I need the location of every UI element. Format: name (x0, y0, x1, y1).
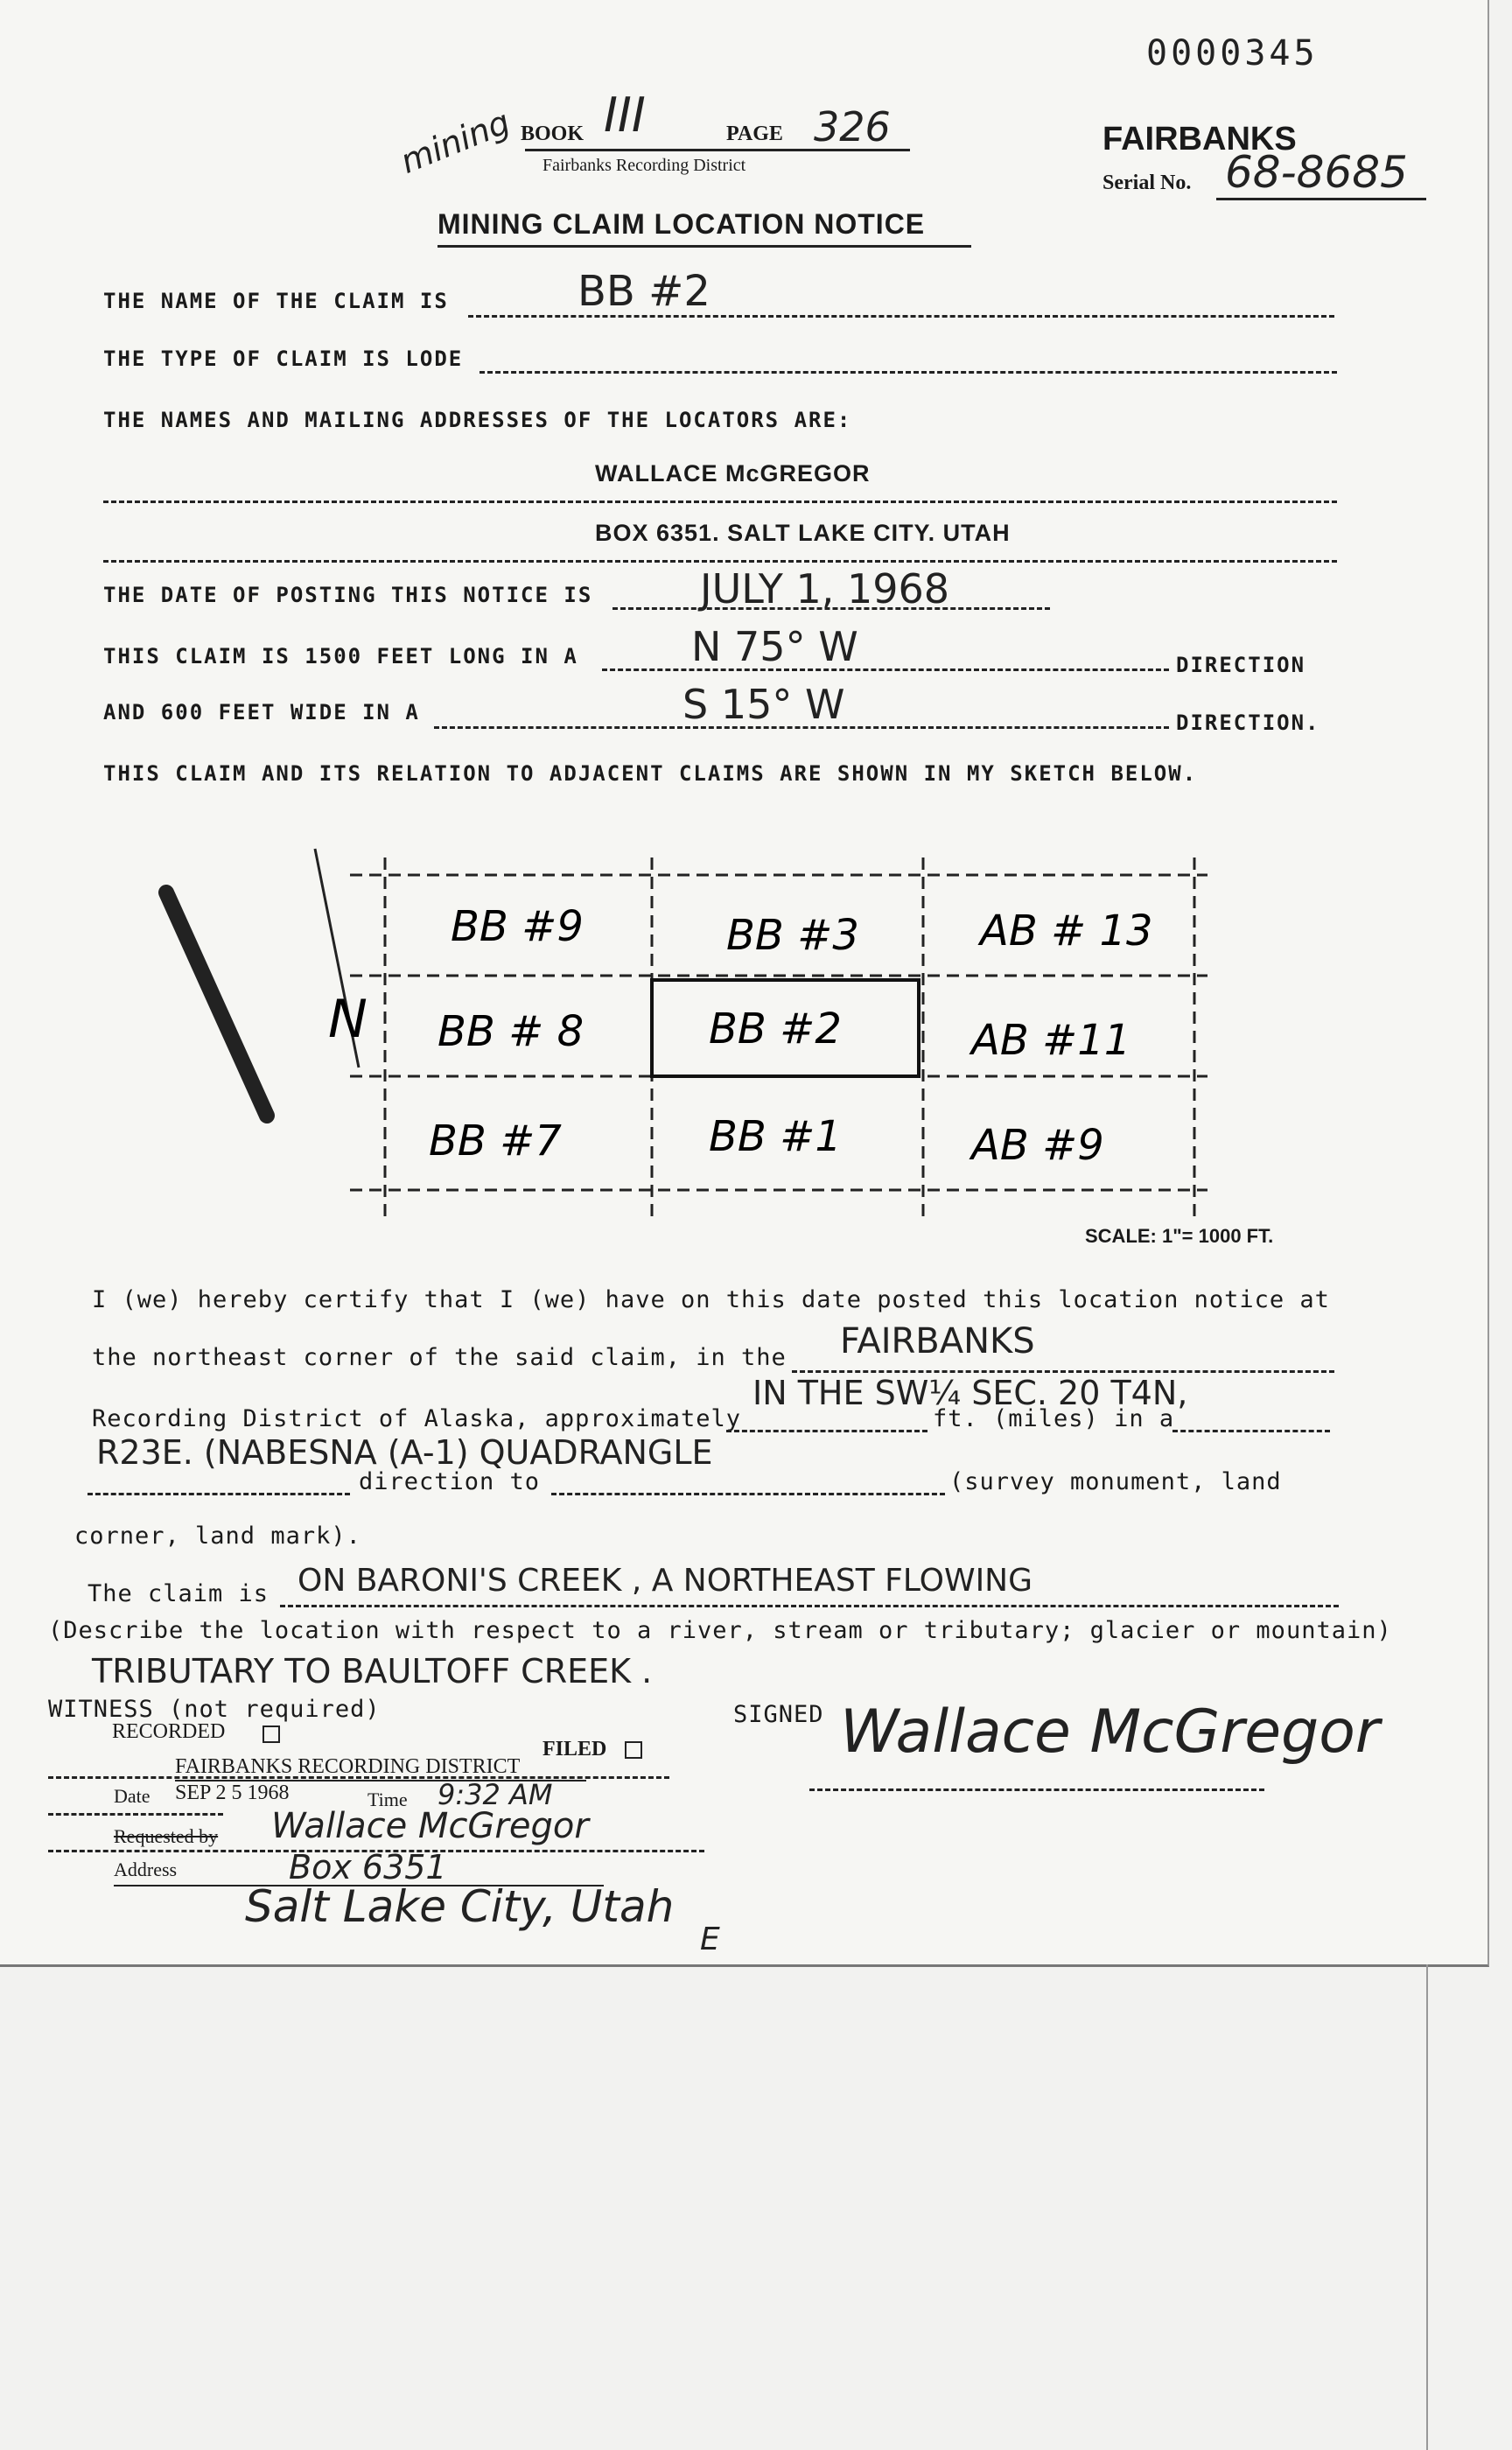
north-label: N (328, 989, 368, 1050)
book-value: III (604, 88, 646, 143)
requested-label: Requested by (114, 1825, 219, 1847)
serial-underline (1216, 198, 1426, 200)
claim-ab13: AB # 13 (980, 906, 1153, 956)
page-value: 326 (814, 103, 891, 150)
locator-name: WALLACE McGREGOR (595, 460, 871, 486)
sketch-scale: SCALE: 1"= 1000 FT. (1085, 1225, 1274, 1247)
certify-line-3b: ft. (miles) in a (933, 1405, 1175, 1432)
locator-address: BOX 6351. SALT LAKE CITY. UTAH (595, 520, 1011, 546)
width-value: S 15° W (682, 681, 845, 728)
page-title: MINING CLAIM LOCATION NOTICE (438, 208, 926, 240)
book-label: BOOK (521, 122, 584, 145)
recorded-label: RECORDED (112, 1720, 226, 1743)
claim-is-value: ON BARONI'S CREEK , A NORTHEAST FLOWING (298, 1563, 1033, 1599)
date-value: SEP 2 5 1968 (175, 1782, 290, 1804)
date-label: Date (114, 1785, 150, 1807)
locators-label: THE NAMES AND MAILING ADDRESSES OF THE LOCATORS ARE: (103, 408, 852, 432)
direction-blank-line (1172, 1430, 1330, 1432)
date-line (48, 1813, 223, 1816)
locator-name-line (103, 500, 1337, 503)
serial-label: Serial No. (1102, 172, 1192, 194)
claim-is-line (280, 1605, 1339, 1607)
recording-district: FAIRBANKS RECORDING DISTRICT (175, 1755, 521, 1778)
signature: Wallace McGregor (840, 1698, 1380, 1767)
tributary-value: TRIBUTARY TO BAULTOFF CREEK . (92, 1652, 653, 1690)
describe-instruction: (Describe the location with respect to a river, stream or tributary; glacier or mountain) (48, 1617, 1392, 1644)
handwritten-initial: E (700, 1922, 720, 1957)
district-value: FAIRBANKS (840, 1321, 1035, 1362)
certify-line-5: corner, land mark). (74, 1522, 361, 1550)
posting-date-label: THE DATE OF POSTING THIS NOTICE IS (103, 583, 593, 607)
signature-line (809, 1788, 1264, 1791)
direction-label-2: DIRECTION. (1176, 710, 1320, 735)
time-label: Time (368, 1788, 408, 1810)
address-value-1: Box 6351 (289, 1848, 447, 1886)
landmark-line (551, 1493, 945, 1495)
claim-ab9: AB #9 (971, 1121, 1104, 1170)
claim-name-value: BB #2 (578, 267, 710, 316)
certify-line-4b: (survey monument, land (949, 1468, 1282, 1495)
length-value: N 75° W (691, 623, 858, 670)
north-arrow-shaft (166, 892, 267, 1116)
page-label: PAGE (726, 122, 783, 145)
address-label: Address (114, 1858, 178, 1880)
certify-line-4a: direction to (359, 1468, 541, 1495)
length-line (602, 668, 1169, 671)
address-value-2: Salt Lake City, Utah (245, 1881, 675, 1932)
claim-bb7: BB #7 (429, 1116, 562, 1166)
claim-ab11: AB #11 (971, 1016, 1131, 1065)
claim-is-label: The claim is (88, 1580, 270, 1607)
range-value: R23E. (NABESNA (A-1) QUADRANGLE (96, 1433, 713, 1472)
signed-label: SIGNED (733, 1701, 824, 1728)
fairbanks-label: FAIRBANKS (1102, 121, 1297, 158)
claim-name-label: THE NAME OF THE CLAIM IS (103, 289, 449, 313)
certify-line-1: I (we) hereby certify that I (we) have on this date posted this location notice at (92, 1286, 1330, 1313)
requested-value: Wallace McGregor (271, 1806, 589, 1846)
claim-bb2: BB #2 (709, 1004, 842, 1054)
sketch-label: THIS CLAIM AND ITS RELATION TO ADJACENT CLAIMS ARE SHOWN IN MY SKETCH BELOW. (103, 761, 1198, 786)
claim-bb1: BB #1 (709, 1112, 842, 1161)
certify-line-2: the northeast corner of the said claim, in the (92, 1344, 787, 1371)
filed-checkbox (625, 1741, 642, 1759)
underlying-page-edge (1426, 1964, 1454, 2450)
distance-line (726, 1430, 928, 1432)
recorded-checkbox (262, 1726, 280, 1743)
district-line: Fairbanks Recording District (542, 156, 746, 175)
direction-to-blank (88, 1493, 350, 1495)
district-line-fill (792, 1370, 1334, 1373)
locator-address-line (103, 560, 1337, 563)
posting-date-value: JULY 1, 1968 (700, 565, 950, 612)
claims-sketch (131, 840, 1269, 1251)
title-underline (438, 245, 971, 248)
length-label: THIS CLAIM IS 1500 FEET LONG IN A (103, 644, 578, 668)
time-value: 9:32 AM (438, 1778, 553, 1811)
doc-number: 0000345 (1146, 33, 1319, 74)
direction-label: DIRECTION (1176, 653, 1306, 677)
serial-value: 68-8685 (1225, 147, 1408, 198)
filed-label: FILED (542, 1738, 607, 1760)
mining-note: mining (395, 102, 515, 181)
width-label: AND 600 FEET WIDE IN A (103, 700, 420, 724)
location-note: IN THE SW¼ SEC. 20 T4N, (752, 1374, 1188, 1412)
witness-label: WITNESS (not required) (48, 1696, 381, 1723)
book-page-underline (525, 149, 910, 151)
claim-type-line (480, 371, 1337, 374)
claim-bb9: BB #9 (451, 902, 584, 951)
certify-line-3a: Recording District of Alaska, approximately (92, 1405, 741, 1432)
claim-type-label: THE TYPE OF CLAIM IS LODE (103, 346, 464, 371)
claim-bb3: BB #3 (726, 911, 859, 960)
claim-bb8: BB # 8 (438, 1007, 584, 1056)
